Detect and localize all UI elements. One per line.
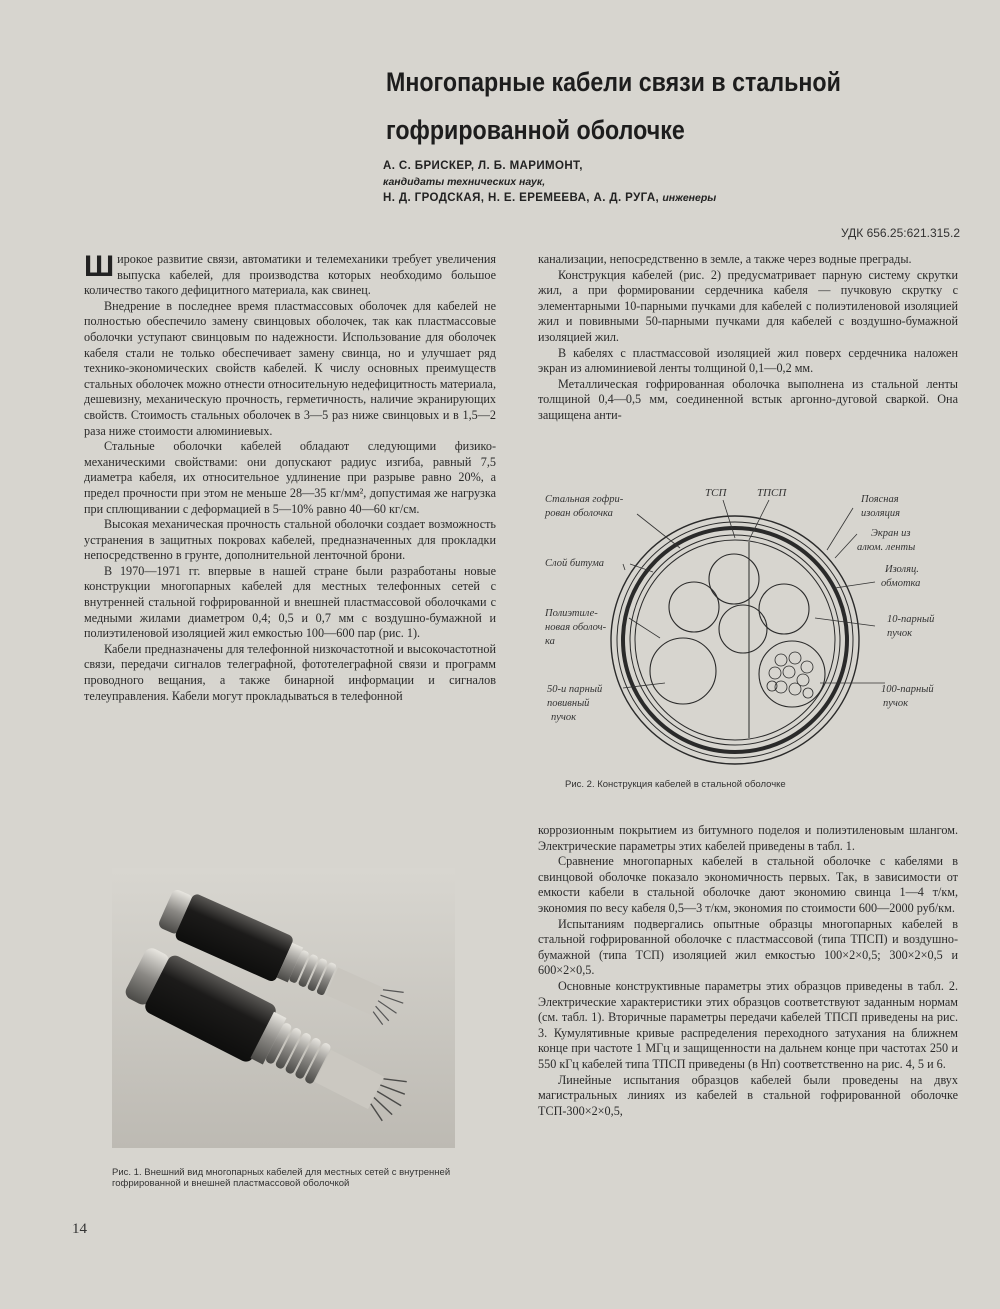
label-line: Экран из [871,528,911,539]
label-line: новая оболоч- [545,622,607,633]
label-belt-insulation [860,494,900,519]
bitumen-ring [617,522,853,758]
udc-code: УДК 656.25:621.315.2 [841,226,960,240]
figure-1-caption: Рис. 1. Внешний вид многопарных кабелей для местных сетей с внутренней гофрированной и внешней пластмассовой оболочкой [112,1167,451,1189]
label-line: Полиэтиле- [545,608,598,619]
title-line-2: гофрированной оболочке [386,115,685,145]
bundle-100-subcircles [767,652,813,698]
cable-photo [112,868,455,1148]
label-line: повивный [547,698,590,709]
label-line: пучок [887,628,913,639]
label-wrap-insulation [881,564,920,589]
article-title [386,58,868,154]
label-line: изоляция [861,508,901,519]
paragraph: коррозионным покрытием из битумного поделоя и полиэтиленовым шлангом. Электрические параметры этих кабелей приведены в табл. 1. [538,823,958,853]
right-column-top [538,252,958,424]
label-line: алюм. ленты [857,542,916,553]
label-line: ка [545,636,555,647]
label-bundle-10 [887,614,935,639]
bundle-circle [669,582,719,632]
paragraph: Конструкция кабелей (рис. 2) предусматривает парную систему скрутки жил, а при формировании сердечника кабеля — пучковую скрутку с элементарными 10-парными пучками для кабелей с полиэтиленовой изоляцией жил и повивными 50-парными пучками для кабелей с воздушно-бумажной изоляцией жил. [538,267,958,344]
paragraph: В 1970—1971 гг. впервые в нашей стране были разработаны новые конструкции многопарных кабелей для местных телефонных сетей с внутренней стальной гофрированной и внешней пластмассовой оболочками с медными жилами диаметром 0,4; 0,5 и 0,7 мм с воздушно-бумажной и полиэтиленовой изоляцией жил емкостью 100—600 пар (рис. 1). [84,563,496,641]
label-line: пучок [551,712,577,723]
paragraph: Сравнение многопарных кабелей в стальной оболочке с кабелями в свинцовой оболочке показало экономичность первых. Так, в зависимости от емкости кабели в стальной оболочке дают экономию свинца 1—4 т/км, экономия по весу кабеля 0,5—3 т/км, экономия по стоимости 600—2000 руб/км. [538,854,958,915]
label-line: рован оболочка [545,508,613,519]
left-column [84,252,496,704]
drop-cap: Ш [84,250,115,283]
bundle-circle [650,638,716,704]
paragraph: Линейные испытания образцов кабелей были проведены на двух магистральных линиях из кабелей в стальной гофрированной оболочке ТСП-300×2×0,5, [538,1072,958,1118]
paragraph: В кабелях с пластмассовой изоляцией жил поверх сердечника наложен экран из алюминиевой ленты толщиной 0,1—0,2 мм. [538,345,958,376]
steel-sheath-ring [623,528,847,752]
authors-line-3 [383,190,943,206]
figure-2-caption: Рис. 2. Конструкция кабелей в стальной оболочке [565,779,786,790]
label-line: 50-и парный [547,684,603,695]
authors-line-2: кандидаты технических наук, [383,176,546,188]
label-line: Стальная гофри- [545,494,624,505]
authors-line-3-role: инженеры [662,192,717,204]
bundle-circle [719,605,767,653]
label-line: Изоляц. [885,564,919,575]
screen-ring [630,535,840,745]
label-steel-sheath [544,494,624,519]
paragraph: Стальные оболочки кабелей обладают следующими физико-механическими свойствами: они допускают радиус изгиба, равный 7,5 диаметра кабеля, их относительное удлинение при разрыве равно 20%, а предел прочности при этом не меньше 28—35 кг/мм², допустимая же нагрузка при сплющивании с деформацией в 5—10% равно 40—60 кг/см. [84,439,496,516]
label-tpsp: ТПСП [757,487,787,499]
label-line: Поясная [861,494,899,505]
belt-insulation-ring [635,540,835,740]
label-tsp: ТСП [705,487,727,499]
paragraph: Кабели предназначены для телефонной низкочастотной и высокочастотной связи, передачи сигналов телеграфной, фототелеграфной связи и программ проводного вещания, а также бинарной информации и сигналов телеуправления. Кабели могут прокладываться в телефонной [84,641,496,703]
cable-cross-section-diagram [535,478,965,778]
paragraph: Внедрение в последнее время пластмассовых оболочек для кабелей не полностью обеспечило замену свинцовых оболочек, так как пластмассовые оболочки уступают свинцовым по надежности. Использование для оболочек кабеля стали не только обеспечивает замену свинца, но и улучшает ряд технико-экономических свойств кабелей. К числу основных преимуществ стальных оболочек можно отнести относительную недефицитность материала, дешевизну, механическую прочность, герметичность, наличие экранирующих свойств. Стоимость стальных оболочек в 3—5 раз ниже свинцовых и в 1,5—2 раза ниже стоимости алюминиевых. [84,298,496,438]
right-column-bottom [538,823,958,1119]
label-bitumen: Слой битума [545,558,605,569]
label-line: 100-парный [881,684,934,695]
label-line: 10-парный [887,614,935,625]
paragraph: Высокая механическая прочность стальной оболочки создает возможность устранения в защитных покровах кабелей, предназначенных для прокладки непосредственно в грунте, дополнительной ленточной брони. [84,517,496,563]
label-pe-sheath [544,608,607,647]
outer-pe-sheath-ring [611,516,859,764]
paragraph: канализации, непосредственно в земле, а также через водные преграды. [538,252,912,266]
label-bundle-100 [881,684,934,709]
authors-line-1: А. С. БРИСКЕР, Л. Б. МАРИМОНТ, [383,160,583,172]
paragraph: Основные конструктивные параметры этих образцов приведены в табл. 2. Электрические характеристики этих образцов соответствуют заданным нормам (см. табл. 1). Вторичные параметры передачи кабелей ТПСП приведены на рис. 3. Кумулятивные кривые распределения переходного затухания на ближнем конце при частоте 1 МГц и защищенности на дальнем конце при частотах 250 и 550 кГц кабелей типа ТПСП приведены (в Нп) соответственно на рис. 4, 5 и 6. [538,978,958,1071]
label-screen [857,528,915,553]
label-bundle-50 [547,684,603,723]
label-line: пучок [883,698,909,709]
label-line: обмотка [881,578,921,589]
page-number: 14 [72,1221,87,1237]
paragraph: Металлическая гофрированная оболочка выполнена из стальной ленты толщиной 0,4—0,5 мм, соединенной встык аргонно-дуговой сваркой. Она защищена анти- [538,376,958,422]
paragraph: Испытаниям подвергались опытные образцы многопарных кабелей в стальной гофрированной оболочке с пластмассовой (типа ТПСП) и воздушно-бумажной (типа ТСП) изоляцией жил емкостью 100×2×0,5; 300×2×0,5 и 600×2×0,5. [538,916,958,978]
diagram-rings [611,516,859,764]
title-line-1: Многопарные кабели связи в стальной [386,67,841,97]
authors-line-3-names: Н. Д. ГРОДСКАЯ, Н. Е. ЕРЕМЕЕВА, А. Д. РУГА, [383,192,660,204]
cable-photo-illustration [112,868,455,1148]
authors-block [383,158,943,206]
paragraph-text: ирокое развитие связи, автоматики и телемеханики требует увеличения выпуска кабелей, для производства которых необходимо большое количество такого дефицитного материала, как свинец. [84,252,496,298]
paragraph [84,252,496,299]
